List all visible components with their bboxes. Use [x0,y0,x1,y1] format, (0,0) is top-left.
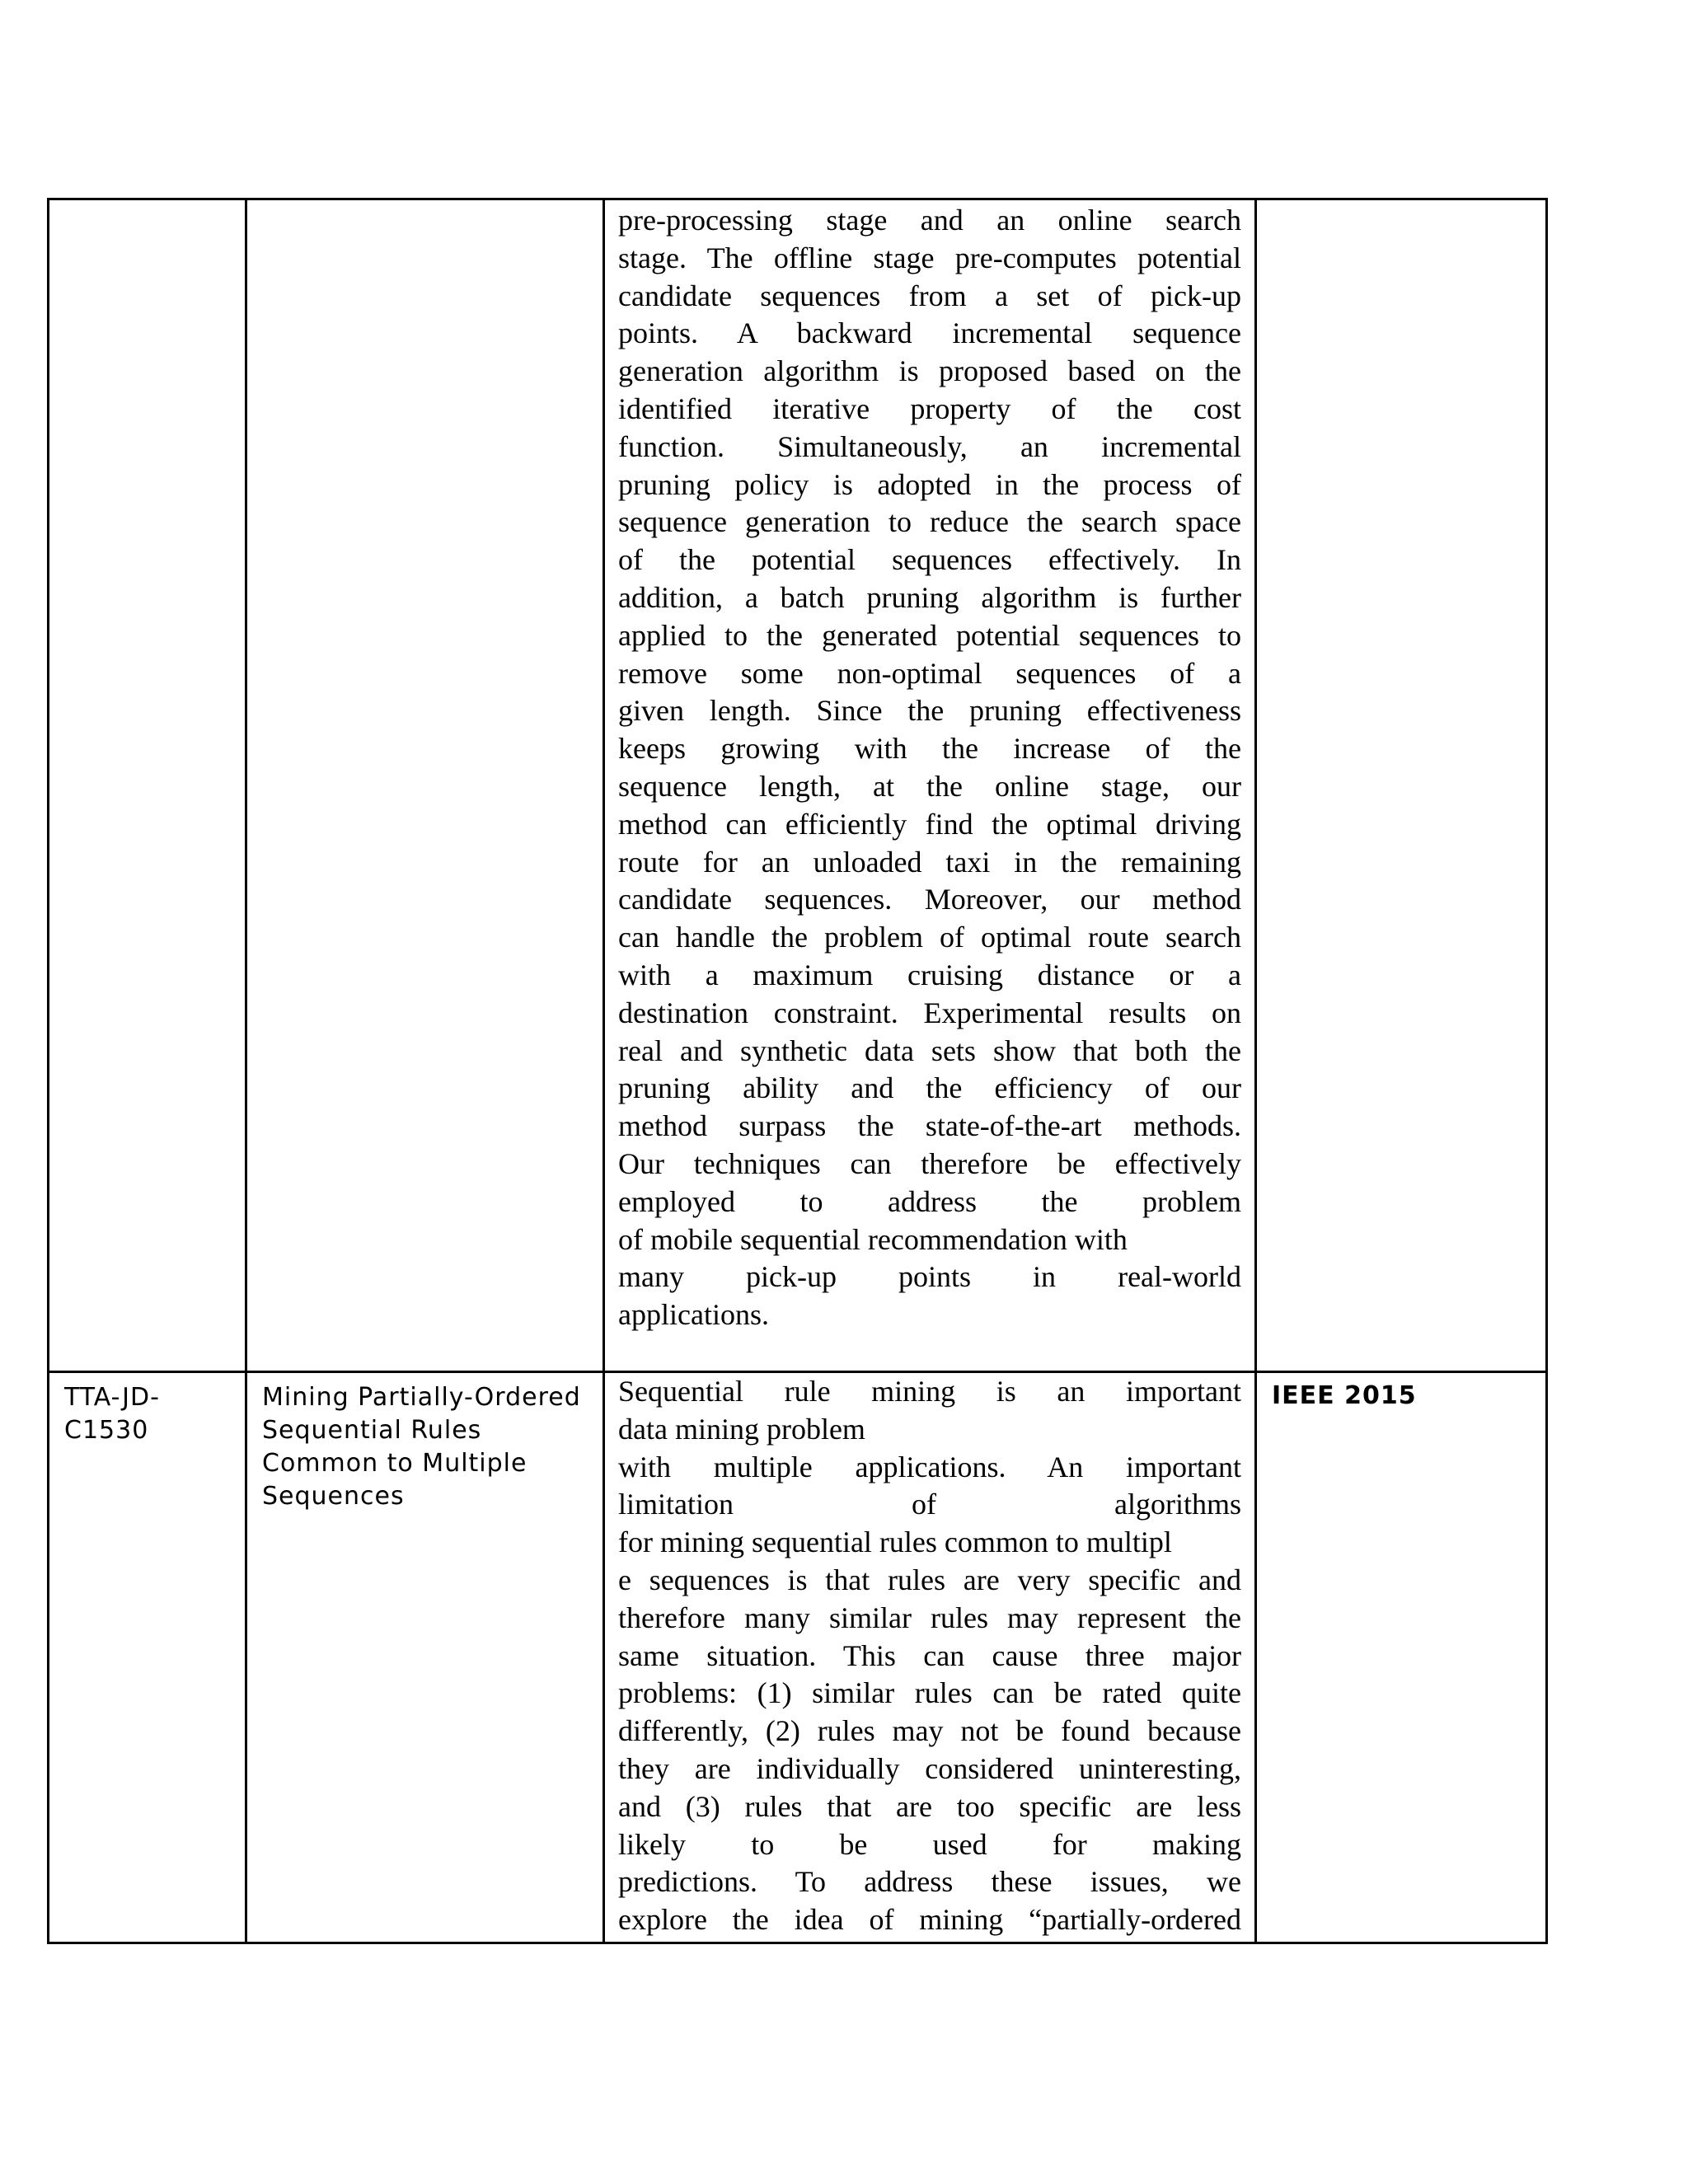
abstract-line: pre-processing stage and an online search [618,204,1241,237]
abstract-line: stage. The offline stage pre-computes potential [618,241,1241,274]
abstract-line: and (3) rules that are too specific are less [618,1789,1241,1823]
abstract-line: candidate sequences. Moreover, our method [618,883,1241,916]
project-code-cell [49,199,246,1372]
abstract-line: with multiple applications. An important [618,1450,1241,1483]
abstract-line: likely to be used for making [618,1827,1241,1861]
abstract-line: applications. [618,1298,769,1332]
abstract-line: explore the idea of mining “partially-ordered [618,1903,1241,1937]
abstract-line: pruning ability and the efficiency of our [618,1071,1241,1105]
abstract-line: predictions. To address these issues, we [618,1865,1241,1899]
project-table [47,198,1548,1944]
abstract-line: keeps growing with the increase of the [618,732,1241,766]
abstract-line: identified iterative property of the cost [618,391,1241,425]
abstract-line: limitation of algorithms [618,1488,1241,1521]
abstract-line: data mining problem [618,1412,865,1446]
abstract-line: method can efficiently find the optimal driving [618,807,1241,841]
abstract-line: remove some non-optimal sequences of a [618,656,1241,690]
abstract-line: function. Simultaneously, an incremental [618,429,1241,463]
abstract-line: Sequential rule mining is an important [618,1375,1241,1408]
abstract-line: destination constraint. Experimental results on [618,996,1241,1029]
abstract-line: sequence length, at the online stage, our [618,769,1241,803]
abstract-line: Our techniques can therefore be effectively [618,1146,1241,1180]
abstract-line: applied to the generated potential sequences to [618,618,1241,652]
abstract-line: can handle the problem of optimal route search [618,921,1241,954]
abstract-line: candidate sequences from a set of pick-up [618,279,1241,312]
abstract-line: of the potential sequences effectively. In [618,543,1241,577]
year-cell: IEEE 2015 [1256,1372,1547,1943]
abstract-line: employed to address the problem [618,1184,1241,1218]
abstract-line: pruning policy is adopted in the process of [618,467,1241,501]
abstract-line: route for an unloaded taxi in the remaining [618,845,1241,879]
abstract-line: real and synthetic data sets show that both the [618,1033,1241,1067]
abstract-line: for mining sequential rules common to multipl [618,1526,1172,1559]
abstract-line: many pick-up points in real-world [618,1260,1241,1294]
table-row [49,1372,1547,1943]
project-code-cell: TTA-JD-C1530 [49,1372,246,1943]
abstract-line: same situation. This can cause three major [618,1638,1241,1672]
abstract-line: addition, a batch pruning algorithm is further [618,580,1241,614]
abstract-line: problems: (1) similar rules can be rated quite [618,1676,1241,1710]
abstract-line: of mobile sequential recommendation with [618,1222,1128,1256]
abstract-cell [604,199,1256,1372]
abstract-line: therefore many similar rules may represent the [618,1601,1241,1634]
abstract-line: generation algorithm is proposed based on the [618,354,1241,388]
abstract-line: method surpass the state-of-the-art methods. [618,1109,1241,1143]
year-cell [1256,199,1547,1372]
table-row [49,199,1547,1372]
abstract-line: points. A backward incremental sequence [618,316,1241,350]
project-title-cell: Mining Partially-Ordered Sequential Rules Common to Multiple Sequences [246,1372,604,1943]
abstract-cell [604,1372,1256,1943]
project-title-cell [246,199,604,1372]
abstract-line: they are individually considered uninteresting, [618,1751,1241,1785]
abstract-line: e sequences is that rules are very specific and [618,1563,1241,1596]
abstract-line: differently, (2) rules may not be found because [618,1714,1241,1748]
abstract-line: sequence generation to reduce the search space [618,505,1241,539]
abstract-line: with a maximum cruising distance or a [618,958,1241,991]
abstract-line: given length. Since the pruning effectiveness [618,694,1241,728]
